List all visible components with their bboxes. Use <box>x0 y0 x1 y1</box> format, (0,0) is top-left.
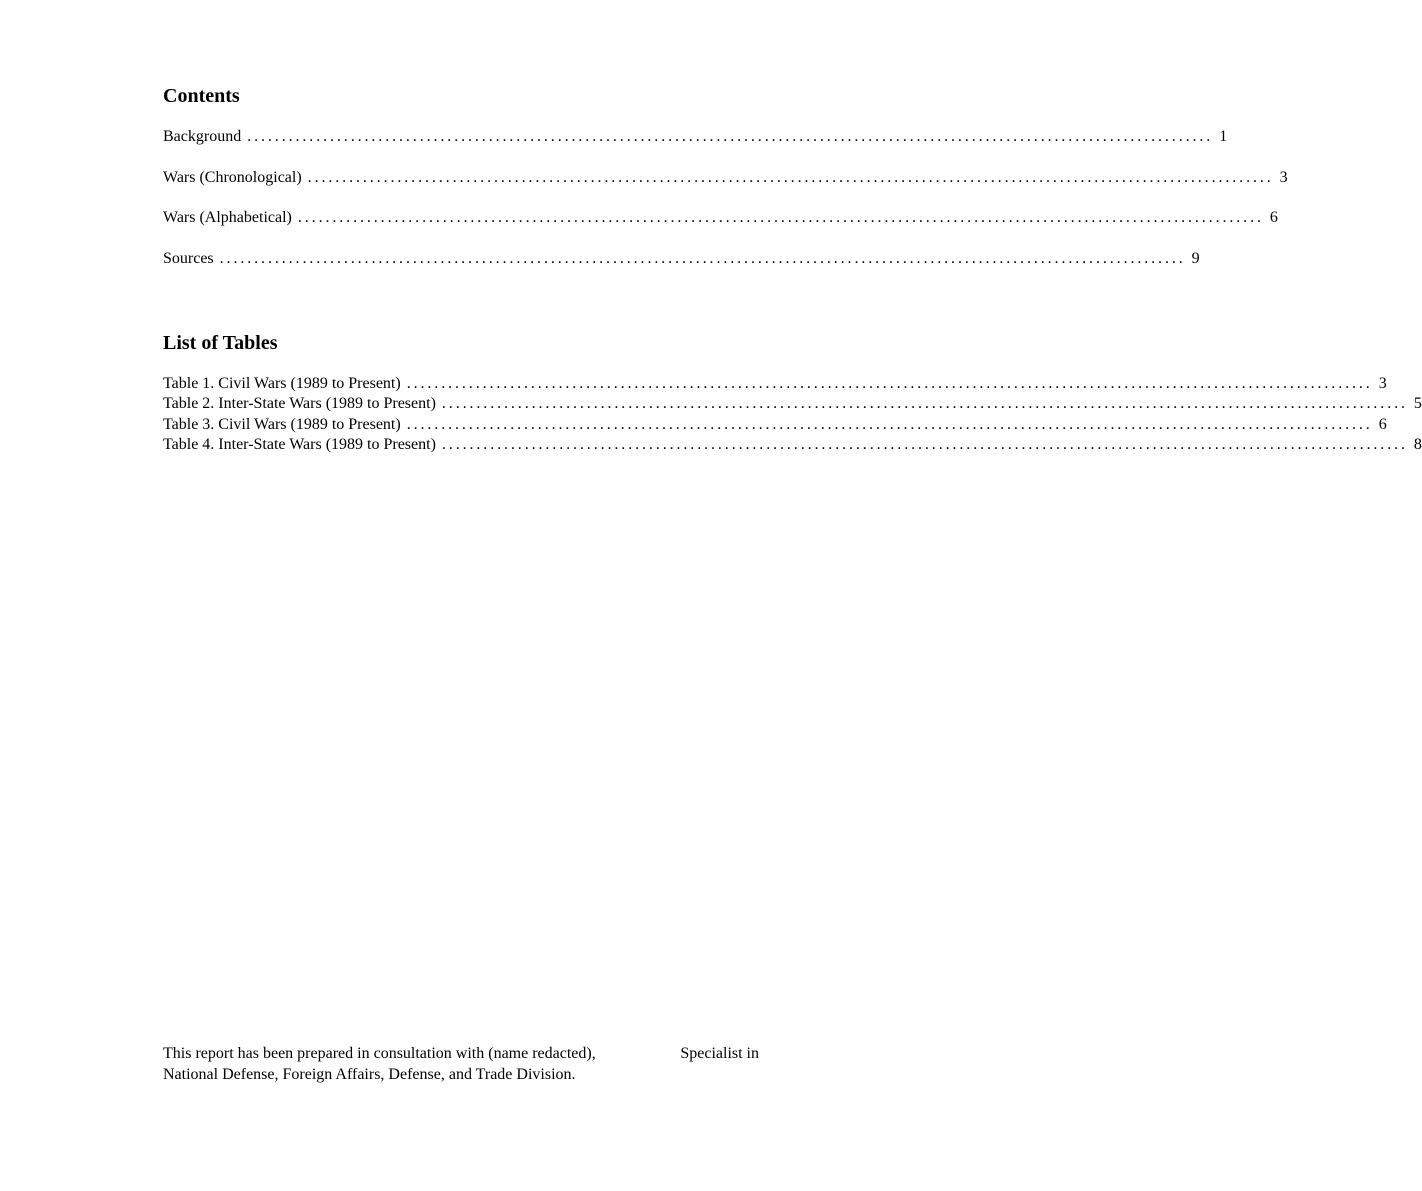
toc-entry-label: Wars (Chronological) <box>163 169 302 186</box>
table-entry-page: 8 <box>1413 436 1422 453</box>
report-footnote <box>163 1043 759 1085</box>
table-entry-label: Table 4. Inter-State Wars (1989 to Present) <box>163 436 436 453</box>
dot-leader: ............................................................................................................................................ <box>441 395 1408 412</box>
toc-entry-page: 9 <box>1191 250 1200 267</box>
toc-entry-page: 3 <box>1279 169 1288 186</box>
dot-leader: ............................................................................................................................................ <box>247 128 1214 145</box>
dot-leader: ............................................................................................................................................ <box>406 416 1373 433</box>
table-entry-page: 6 <box>1378 416 1387 433</box>
table-entry-3[interactable] <box>163 415 1387 435</box>
footnote-line-1-right: Specialist in <box>680 1045 759 1062</box>
toc-entry-page: 1 <box>1219 128 1228 145</box>
table-entry-label: Table 3. Civil Wars (1989 to Present) <box>163 416 401 433</box>
toc-entry-wars-chronological[interactable] <box>163 168 1288 188</box>
table-entry-page: 5 <box>1413 395 1422 412</box>
footnote-line-1 <box>163 1043 759 1064</box>
dot-leader: ............................................................................................................................................ <box>441 436 1408 453</box>
table-entry-page: 3 <box>1378 375 1387 392</box>
toc-entry-label: Sources <box>163 250 214 267</box>
table-entry-4[interactable] <box>163 435 1422 455</box>
toc-entry-sources[interactable] <box>163 249 1200 269</box>
list-of-tables-heading: List of Tables <box>163 332 278 354</box>
contents-heading: Contents <box>163 85 240 107</box>
table-entry-label: Table 1. Civil Wars (1989 to Present) <box>163 375 401 392</box>
dot-leader: ............................................................................................................................................ <box>297 209 1264 226</box>
toc-entry-label: Background <box>163 128 242 145</box>
toc-entry-label: Wars (Alphabetical) <box>163 209 292 226</box>
footnote-line-1-left: This report has been prepared in consultation with (name redacted), <box>163 1045 596 1062</box>
toc-entry-page: 6 <box>1269 209 1278 226</box>
footnote-line-2: National Defense, Foreign Affairs, Defense, and Trade Division. <box>163 1066 576 1083</box>
toc-entry-background[interactable] <box>163 127 1228 147</box>
table-entry-2[interactable] <box>163 394 1422 414</box>
dot-leader: ............................................................................................................................................ <box>406 375 1373 392</box>
table-entry-label: Table 2. Inter-State Wars (1989 to Present) <box>163 395 436 412</box>
dot-leader: ............................................................................................................................................ <box>219 250 1186 267</box>
toc-entry-wars-alphabetical[interactable] <box>163 208 1278 228</box>
document-page <box>163 0 1422 1191</box>
table-entry-1[interactable] <box>163 374 1387 394</box>
dot-leader: ............................................................................................................................................ <box>307 169 1274 186</box>
